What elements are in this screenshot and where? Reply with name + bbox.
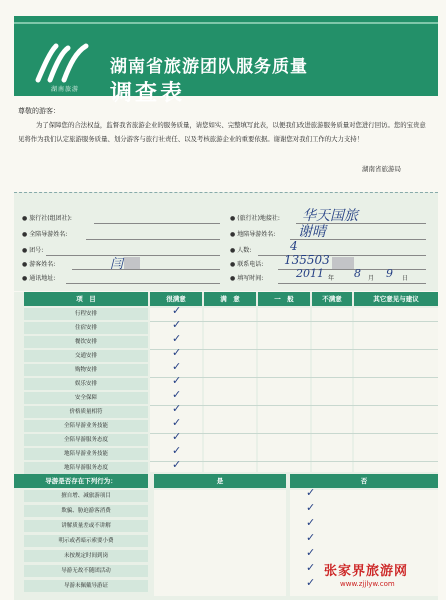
table-row-label: 未按规定时间到岗 [24,550,148,562]
unsatisfied-column [312,308,352,472]
table-row-label: 购物安排 [24,364,148,376]
row-divider [150,405,438,406]
table-row-label: 餐饮安排 [24,336,148,348]
input-line-organizer[interactable] [94,223,220,224]
check-mark[interactable]: ✓ [306,501,316,514]
salutation: 尊敬的游客： [18,107,60,115]
handwritten-local-guide: 谢晴 [298,224,326,240]
logo-caption: 湖南旅游 [50,86,79,93]
site-watermark [324,560,442,594]
col-header-item: 项 目 [24,292,148,306]
form-field-organizer: ● 旅行社(组团社): [22,215,72,222]
form-field-address: ● 通讯地址: [22,275,56,282]
table-row-label: 擅自增、减旅游项目 [24,490,148,502]
check-mark[interactable]: ✓ [172,374,182,387]
rating-table [14,292,438,600]
day-unit-label: 日 [402,275,409,282]
section2-label: 导游是否存在下列行为： [14,474,148,488]
table-row-label: 全陪导游服务态度 [24,434,148,446]
handwritten-group-size: 4 [290,239,298,253]
check-mark[interactable]: ✓ [172,318,182,331]
comments-column[interactable] [354,308,438,472]
handwritten-day: 9 [386,267,393,280]
table-row-label: 交通安排 [24,350,148,362]
table-row-label: 价格质量相符 [24,406,148,418]
check-mark[interactable]: ✓ [306,516,316,529]
handwritten-local-agency: 华天国旅 [302,208,358,224]
form-field-local-guide: ● 地陪导游姓名: [230,231,276,238]
input-line-address[interactable] [66,283,220,284]
check-mark[interactable]: ✓ [306,531,316,544]
handwritten-year: 2011 [296,267,324,280]
hunan-tourism-logo-icon [34,42,92,84]
check-mark[interactable]: ✓ [172,332,182,345]
table-row-label: 地陪导游业务技能 [24,448,148,460]
average-column [258,308,310,472]
form-field-tour-guide: ● 全陪导游姓名: [22,231,68,238]
table-row-label: 安全保障 [24,392,148,404]
form-label: 团号: [29,247,44,254]
table-row-label: 讲解质量差或不讲解 [24,520,148,532]
check-mark[interactable]: ✓ [172,444,182,457]
row-divider [150,321,438,322]
table-row-label: 地陪导游服务态度 [24,462,148,474]
col-header-unsatisfied: 不满意 [312,292,352,306]
month-unit-label: 月 [368,275,375,282]
visitor-info-form [14,192,438,291]
issuer-signoff: 湖南省旅游局 [362,165,401,173]
table-row-label: 导游无故不随团活动 [24,565,148,577]
form-label: 游客姓名: [29,261,56,268]
redacted-phone-blur [332,257,354,269]
form-field-local-agency: ● (旅行社)地接社: [230,215,280,222]
check-mark[interactable]: ✓ [306,486,316,499]
table-row-label: 明示或者暗示索要小费 [24,535,148,547]
input-line-group-no[interactable] [46,255,220,256]
input-line-tour-guide[interactable] [86,239,220,240]
row-divider [150,377,438,378]
table-row-label: 欺骗、胁迫游客消费 [24,505,148,517]
handwritten-visitor-name: 闫 [110,257,124,272]
col-header-comments: 其它意见与建议 [354,292,438,306]
yes-column [154,490,286,596]
handwritten-phone: 135503 [284,253,330,267]
check-mark[interactable]: ✓ [172,360,182,373]
check-mark[interactable]: ✓ [172,346,182,359]
table-row-label: 行程安排 [24,308,148,320]
form-field-visitor-name: ● 游客姓名: [22,261,56,268]
watermark-title: 张家界旅游网 [324,564,409,579]
input-line-visitor-name[interactable] [72,269,220,270]
form-label: (旅行社)地接社: [237,215,280,222]
satisfied-column [204,308,256,472]
form-label: 联系电话: [237,261,264,268]
check-mark[interactable]: ✓ [306,546,316,559]
header-stripe [14,22,438,24]
form-label: 旅行社(组团社): [29,215,72,222]
table-row-label: 住宿安排 [24,322,148,334]
form-label: 全陪导游姓名: [29,231,68,238]
form-field-phone: ● 联系电话: [230,261,264,268]
form-label: 人数: [237,247,252,254]
row-divider [150,461,438,462]
col-header-very-satisfied: 很满意 [150,292,202,306]
form-field-group-size: ● 人数: [230,247,252,254]
col-header-no: 否 [290,474,438,488]
form-field-group-no: ● 团号: [22,247,44,254]
check-mark[interactable]: ✓ [172,388,182,401]
form-label: 通讯地址: [29,275,56,282]
check-mark[interactable]: ✓ [172,458,182,471]
handwritten-month: 8 [354,267,361,280]
check-mark[interactable]: ✓ [306,576,316,589]
row-divider [150,349,438,350]
check-mark[interactable]: ✓ [306,561,316,574]
table-row-label: 导游未佩戴导游证 [24,580,148,592]
intro-paragraph: 为了保障您的合法权益，监督我省旅游企业的服务质量，请您如实、完整填写此表，以便我们改进旅游服务质量对您进行回访。您的宝贵意见将作为我们认定旅游服务质量、划分游客与旅行社责任、以及考核旅游企业的重要依据。谢谢您对我们工作的大力支持！ [18,121,426,143]
watermark-url: www.zjjlyw.com [340,580,395,588]
row-divider [150,433,438,434]
redacted-name-blur [124,257,140,269]
check-mark[interactable]: ✓ [172,416,182,429]
form-field-fill-date: ● 填写时间: [230,275,264,282]
header-banner [14,16,438,106]
col-header-satisfied: 满 意 [204,292,256,306]
check-mark[interactable]: ✓ [172,402,182,415]
form-label: 地陪导游姓名: [237,231,276,238]
table-row-label: 娱乐安排 [24,378,148,390]
col-header-average: 一 般 [258,292,310,306]
check-mark[interactable]: ✓ [172,430,182,443]
page-title: 湖南省旅游团队服务质量 [110,57,308,77]
year-unit-label: 年 [328,275,335,282]
check-mark[interactable]: ✓ [172,304,182,317]
page-subtitle: 调查表 [110,81,186,106]
table-row-label: 全陪导游业务技能 [24,420,148,432]
guide-behavior-header [14,474,438,488]
form-label: 填写时间: [237,275,264,282]
col-header-yes: 是 [154,474,286,488]
